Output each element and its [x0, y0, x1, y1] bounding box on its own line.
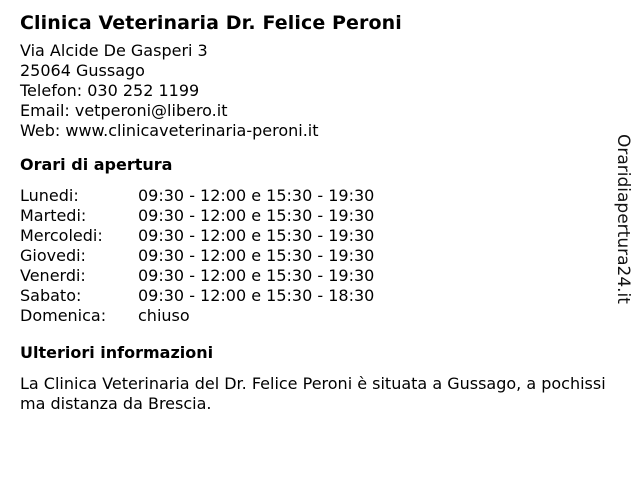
clinic-title: Clinica Veterinaria Dr. Felice Peroni — [20, 12, 402, 34]
time-range: 09:30 - 12:00 e 15:30 - 19:30 — [138, 266, 375, 285]
opening-hours-heading: Orari di apertura — [20, 155, 173, 174]
watermark-text: Oraridiapertura24.it — [613, 134, 633, 304]
opening-hours-table — [20, 186, 374, 326]
hours-row-sunday — [20, 306, 374, 326]
day-label: Mercoledi: — [20, 226, 103, 245]
time-range: 09:30 - 12:00 e 15:30 - 19:30 — [138, 246, 375, 265]
time-range: 09:30 - 12:00 e 15:30 - 19:30 — [138, 186, 375, 205]
hours-row-saturday — [20, 286, 374, 306]
time-range: 09:30 - 12:00 e 15:30 - 19:30 — [138, 206, 375, 225]
more-info-heading: Ulteriori informazioni — [20, 343, 214, 362]
time-range: 09:30 - 12:00 e 15:30 - 18:30 — [138, 286, 375, 305]
contact-block — [20, 41, 612, 141]
day-label: Giovedi: — [20, 246, 86, 265]
day-label: Sabato: — [20, 286, 82, 305]
hours-row-tuesday — [20, 206, 374, 226]
clinic-card — [20, 8, 612, 414]
day-label: Domenica: — [20, 306, 107, 325]
city-address: 25064 Gussago — [20, 61, 145, 80]
more-info-text: La Clinica Veterinaria del Dr. Felice Peroni è situata a Gussago, a pochissima distanza da Brescia. — [20, 374, 606, 413]
time-range: 09:30 - 12:00 e 15:30 - 19:30 — [138, 226, 375, 245]
day-label: Lunedi: — [20, 186, 79, 205]
website-address: Web: www.clinicaveterinaria-peroni.it — [20, 121, 319, 140]
email-address: Email: vetperoni@libero.it — [20, 101, 228, 120]
hours-row-monday — [20, 186, 374, 206]
day-label: Martedi: — [20, 206, 87, 225]
time-range: chiuso — [138, 306, 190, 325]
phone-number: Telefon: 030 252 1199 — [20, 81, 200, 100]
watermark — [610, 134, 636, 310]
street-address: Via Alcide De Gasperi 3 — [20, 41, 208, 60]
hours-row-wednesday — [20, 226, 374, 246]
hours-row-friday — [20, 266, 374, 286]
day-label: Venerdi: — [20, 266, 86, 285]
hours-row-thursday — [20, 246, 374, 266]
